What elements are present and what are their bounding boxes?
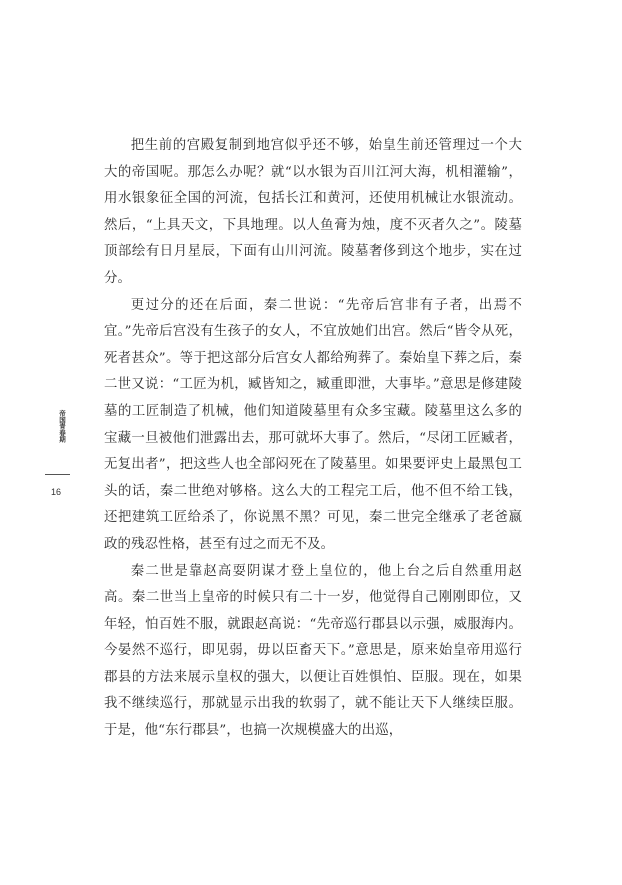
body-text (104, 133, 522, 745)
paragraph-3: 秦二世是靠赵高耍阴谋才登上皇位的，他上台之后自然重用赵高。秦二世当上皇帝的时候只有二十一岁，他觉得自己刚刚即位，又年轻，怕百姓不服，就跟赵高说：“先帝巡行郡县以示强，威服海内。今晏然不巡行，即见弱，毋以臣畜天下。”意思是，原来始皇帝用巡行郡县的方法来展示皇权的强大，以便让百姓惧怕、臣服。现在，如果我不继续巡行，那就显示出我的软弱了，就不能让天下人继续臣服。于是，他“东行郡县”，也搞一次规模盛大的出巡， (104, 563, 522, 739)
margin-divider (45, 474, 70, 475)
paragraph-2: 更过分的还在后面，秦二世说：“先帝后宫非有子者，出焉不宜。”先帝后宫没有生孩子的女人，不宜放她们出宫。然后“皆令从死，死者甚众”。等于把这部分后宫女人都给殉葬了。秦始皇下葬之后，秦二世又说：“工匠为机，臧皆知之，臧重即泄，大事毕。”意思是修建陵墓的工匠制造了机械，他们知道陵墓里有众多宝藏。陵墓里这么多的宝藏一旦被他们泄露出去，那可就坏大事了。然后，“尽闭工匠臧者，无复出者”，把这些人也全部闷死在了陵墓里。如果要评史上最黑包工头的话，秦二世绝对够格。这么大的工程完工后，他不但不给工钱，还把建筑工匠给杀了，你说黑不黑？可见，秦二世完全继承了老爸嬴政的残忍性格，甚至有过之而无不及。 (104, 297, 522, 552)
page-number: 16 (51, 487, 62, 497)
running-book-title: 帝国青春期 (58, 410, 66, 443)
paragraph-1: 把生前的宫殿复制到地宫似乎还不够，始皇生前还管理过一个大大的帝国呢。那怎么办呢？就“以水银为百川江河大海，机相灌输”，用水银象征全国的河流，包括长江和黄河，还使用机械让水银流动。然后，“上具天文，下具地理。以人鱼膏为烛，度不灭者久之”。陵墓顶部绘有日月星辰，下面有山川河流。陵墓奢侈到这个地步，实在过分。 (104, 138, 522, 286)
